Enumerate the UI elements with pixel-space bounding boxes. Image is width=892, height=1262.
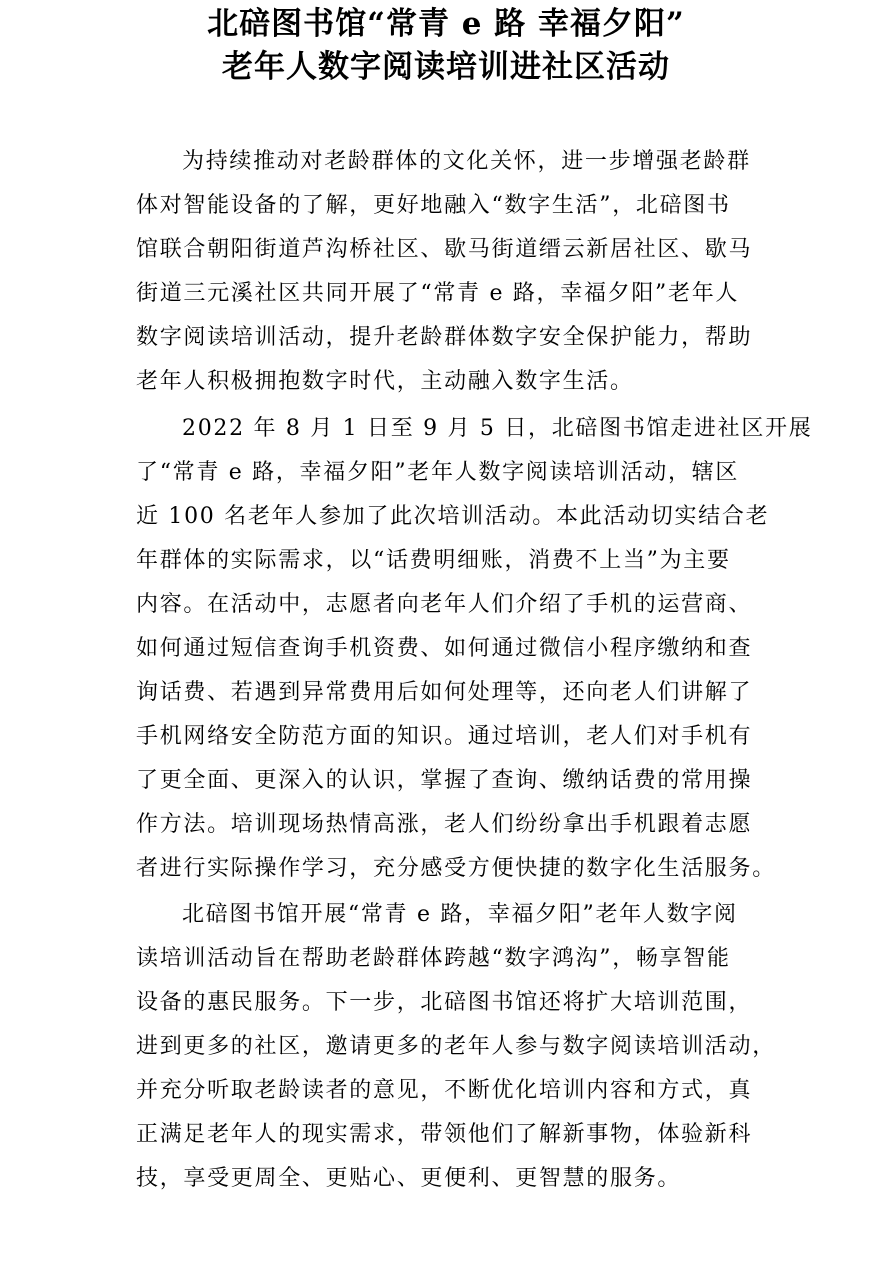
paragraph-line: 老年人积极拥抱数字时代，主动融入数字生活。 bbox=[136, 369, 634, 394]
document-title-line-2: 老年人数字阅读培训进社区活动 bbox=[222, 49, 670, 85]
paragraph-line: 年群体的实际需求，以“话费明细账，消费不上当”为主要 bbox=[136, 548, 731, 573]
paragraph-line: 北碚图书馆开展“常青 e 路，幸福夕阳”老年人数字阅 bbox=[182, 902, 738, 927]
paragraph-line: 并充分听取老龄读者的意见，不断优化培训内容和方式，真 bbox=[136, 1078, 753, 1103]
paragraph-line: 了更全面、更深入的认识，掌握了查询、缴纳话费的常用操 bbox=[136, 768, 753, 793]
paragraph-line: 技，享受更周全、更贴心、更便利、更智慧的服务。 bbox=[136, 1166, 682, 1191]
paragraph-line: 馆联合朝阳街道芦沟桥社区、歇马街道缙云新居社区、歇马 bbox=[136, 237, 753, 262]
paragraph-line: 正满足老年人的现实需求，带领他们了解新事物，体验新科 bbox=[136, 1122, 753, 1147]
paragraph-line: 询话费、若遇到异常费用后如何处理等，还向老人们讲解了 bbox=[136, 680, 753, 705]
paragraph-line: 2022 年 8 月 1 日至 9 月 5 日，北碚图书馆走进社区开展 bbox=[182, 416, 813, 441]
paragraph-line: 数字阅读培训活动，提升老龄群体数字安全保护能力，帮助 bbox=[136, 325, 753, 350]
document-title-line-1: 北碚图书馆“常青 e 路 幸福夕阳” bbox=[207, 6, 685, 42]
paragraph-line: 了“常青 e 路，幸福夕阳”老年人数字阅读培训活动，辖区 bbox=[136, 460, 740, 485]
paragraph-line: 进到更多的社区，邀请更多的老年人参与数字阅读培训活动， bbox=[136, 1034, 776, 1059]
paragraph-line: 为持续推动对老龄群体的文化关怀，进一步增强老龄群 bbox=[182, 149, 751, 174]
paragraph-line: 近 100 名老年人参加了此次培训活动。本此活动切实结合老 bbox=[136, 504, 770, 529]
paragraph-line: 设备的惠民服务。下一步，北碚图书馆还将扩大培训范围， bbox=[136, 990, 753, 1015]
paragraph-line: 体对智能设备的了解，更好地融入“数字生活”，北碚图书 bbox=[136, 193, 731, 218]
paragraph-line: 读培训活动旨在帮助老龄群体跨越“数字鸿沟”，畅享智能 bbox=[136, 946, 731, 971]
paragraph-line: 者进行实际操作学习，充分感受方便快捷的数字化生活服务。 bbox=[136, 856, 776, 881]
paragraph-line: 内容。在活动中，志愿者向老年人们介绍了手机的运营商、 bbox=[136, 592, 753, 617]
paragraph-line: 作方法。培训现场热情高涨，老人们纷纷拿出手机跟着志愿 bbox=[136, 812, 753, 837]
paragraph-line: 手机网络安全防范方面的知识。通过培训，老人们对手机有 bbox=[136, 724, 753, 749]
paragraph-line: 街道三元溪社区共同开展了“常青 e 路，幸福夕阳”老年人 bbox=[136, 281, 740, 306]
paragraph-line: 如何通过短信查询手机资费、如何通过微信小程序缴纳和查 bbox=[136, 636, 753, 661]
